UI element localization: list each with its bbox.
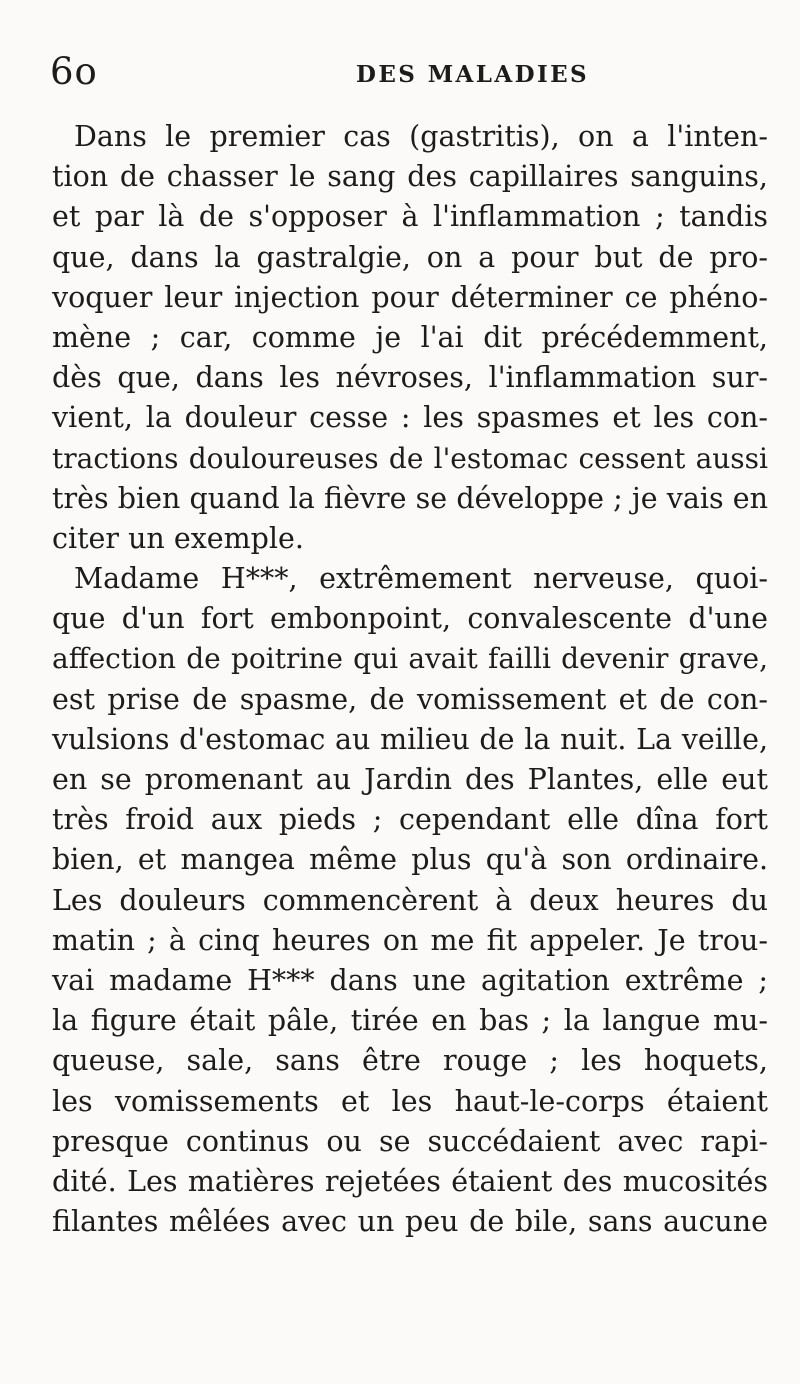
text-line: vulsions d'estomac au milieu de la nuit. La veille, [52,722,768,756]
text-line: mène ; car, comme je l'ai dit précédemment, [52,320,768,354]
text-line: vai madame H*** dans une agitation extrême ; [52,963,768,997]
text-line: dès que, dans les névroses, l'inflammation sur- [52,361,768,395]
text-line: queuse, sale, sans être rouge ; les hoquets, [52,1044,768,1078]
text-line: Madame H***, extrêmement nerveuse, quoi- [74,562,768,596]
text-line: citer un exemple. [52,521,304,555]
text-line: bien, et mangea même plus qu'à son ordinaire. [52,843,768,877]
text-line: affection de poitrine qui avait failli devenir grave, [52,642,768,676]
text-line: Dans le premier cas (gastritis), on a l'inten- [74,120,768,153]
text-line: est prise de spasme, de vomissement et de con- [52,682,768,716]
text-line: que, dans la gastralgie, on a pour but de pro- [52,240,768,274]
text-line: en se promenant au Jardin des Plantes, elle eut [52,763,768,796]
text-line: filantes mêlées avec un peu de bile, sans aucune [52,1205,768,1239]
running-head [50,52,750,92]
text-line: la figure était pâle, tirée en bas ; la langue mu- [52,1004,768,1038]
text-line: très bien quand la fièvre se développe ; je vais en [52,481,768,515]
text-line: dité. Les matières rejetées étaient des mucosités [52,1164,768,1198]
text-line: tractions douloureuses de l'estomac cessent aussi [52,441,768,475]
text-line: Les douleurs commencèrent à deux heures du [52,883,768,917]
text-line: les vomissements et les haut-le-corps étaient [52,1084,768,1118]
text-line: tion de chasser le sang des capillaires sanguins, [52,160,768,194]
running-title: DES MALADIES [356,61,590,88]
text-line: et par là de s'opposer à l'inflammation ; tandis [52,200,768,234]
text-line: que d'un fort embonpoint, convalescente d'une [52,602,768,636]
page-number: 6o [50,50,98,93]
text-line: voquer leur injection pour déterminer ce phéno- [52,280,768,314]
text-line: très froid aux pieds ; cependant elle dîna fort [52,803,768,837]
text-line: vient, la douleur cesse : les spasmes et les con- [52,401,768,435]
text-line: presque continus ou se succédaient avec rapi- [52,1124,768,1158]
text-line: matin ; à cinq heures on me fit appeler. Je trou- [52,923,768,957]
body-text [52,117,768,1242]
